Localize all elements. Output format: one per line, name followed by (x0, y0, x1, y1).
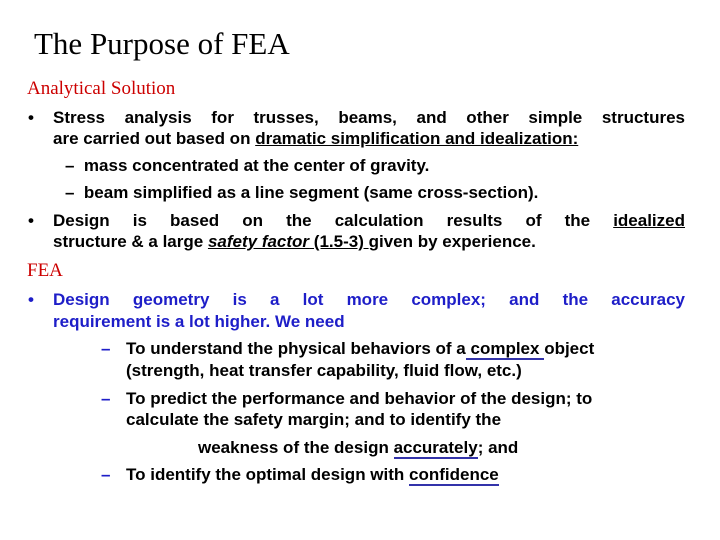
fea-sub2-line3: weakness of the design accurately; and (198, 438, 519, 457)
analytical-sub1: – mass concentrated at the center of gravity. (65, 156, 430, 175)
fea-sub1-dash: – (101, 339, 111, 358)
fea-sub2-line2: calculate the safety margin; and to identify the (126, 410, 502, 429)
analytical-bullet2-line2: structure & a large safety factor (1.5-3) given by experience. (53, 232, 536, 251)
underlined-text: confidence (409, 465, 499, 484)
section-heading-analytical: Analytical Solution (27, 78, 176, 99)
fea-bullet1-line2: requirement is a lot higher. We need (53, 312, 345, 331)
fea-sub2-dash: – (101, 389, 111, 408)
underlined-text: accurately (393, 438, 478, 457)
fea-sub2-line1: To predict the performance and behavior of the design; to (126, 389, 593, 408)
analytical-sub2: – beam simplified as a line segment (same cross-section). (65, 183, 539, 202)
underlined-text: complex (465, 339, 545, 358)
fea-sub1-line2: (strength, heat transfer capability, fluid flow, etc.) (126, 361, 522, 380)
bullet-icon: • (28, 211, 34, 230)
dash-icon: – (65, 183, 75, 202)
fea-sub3-dash: – (101, 465, 111, 484)
analytical-bullet1-line1: Stress analysis for trusses, beams, and other simple structures (53, 108, 685, 127)
fea-bullet1-line1: Design geometry is a lot more complex; and the accuracy (53, 290, 685, 309)
fea-sub3-line1: To identify the optimal design with confidence (126, 465, 499, 484)
dash-icon: – (65, 156, 75, 175)
fea-sub1-line1: To understand the physical behaviors of a complex object (126, 339, 595, 358)
slide-title: The Purpose of FEA (34, 26, 290, 61)
bullet-icon: • (28, 290, 34, 309)
analytical-bullet2-line1: Design is based on the calculation results of the idealized (53, 211, 685, 230)
analytical-bullet1-line2: are carried out based on dramatic simplification and idealization: (53, 129, 579, 148)
bullet-icon: • (28, 108, 34, 127)
underlined-text: dramatic simplification and idealization: (255, 129, 579, 148)
section-heading-fea: FEA (27, 260, 63, 281)
